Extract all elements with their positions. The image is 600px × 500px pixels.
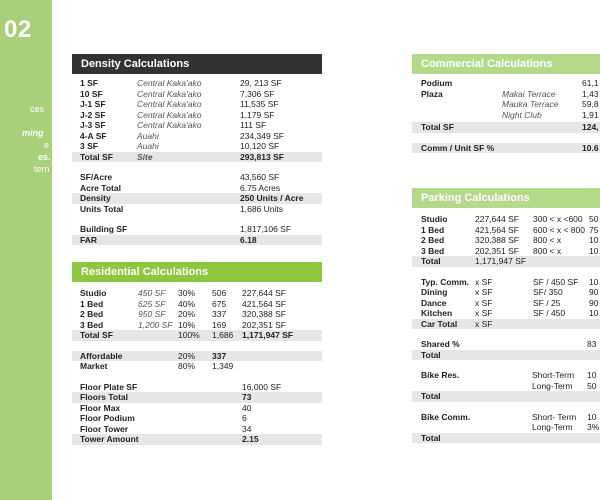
floor-row: Floor Tower 34 <box>80 423 252 434</box>
residential-header: Residential Calculations <box>72 262 322 282</box>
residential-row: 2 Bed 950 SF 20% 337 320,388 SF <box>80 309 286 319</box>
parking-comm-row: Dining x SF SF/ 350 90 <box>421 287 599 297</box>
density-row: 1 SF Central Kaka'ako 29, 213 SF <box>80 78 282 88</box>
sidebar-text: es. <box>38 152 51 162</box>
density-row: 4-A SF Auahi 234,349 SF <box>80 130 284 141</box>
commercial-header: Commercial Calculations <box>412 54 600 74</box>
shared-row: Shared % 83 <box>421 339 597 349</box>
residential-split-row: Market 80% 1,349 <box>80 361 234 371</box>
sidebar-text: tern <box>34 164 50 174</box>
floor-row: Floor Podium 6 <box>80 413 247 423</box>
density-row: J-2 SF Central Kaka'ako 1,179 SF <box>80 109 275 120</box>
sidebar-text: ces <box>30 104 45 114</box>
plaza-row: Night Club 1,91 <box>502 109 599 120</box>
floor-row: Floor Plate SF 16,000 SF <box>80 381 282 392</box>
sidebar-text: e <box>44 140 50 150</box>
density-row: J-3 SF Central Kaka'ako 111 SF <box>80 120 267 130</box>
density-row: Units Total 1,686 Units <box>80 203 283 214</box>
comm-unit-row: Comm / Unit SF % 10.6 <box>412 143 600 154</box>
density-row: FAR 6.18 <box>72 235 322 246</box>
density-section <box>72 54 322 245</box>
density-total-row: Total SF Site 293,813 SF <box>72 152 322 163</box>
shared-total-row: Total <box>412 350 600 361</box>
parking-comm-row: Typ. Comm. x SF SF / 450 SF 10 <box>421 276 599 287</box>
density-row: J-1 SF Central Kaka'ako 11,535 SF <box>80 99 279 109</box>
floor-row: Floors Total 73 <box>72 392 322 403</box>
bike-res-row: Bike Res. Short-Term 10 <box>421 370 597 380</box>
parking-total-row: Total 1,171,947 SF <box>412 256 600 267</box>
parking-row: 3 Bed 202,351 SF 800 < x 10 <box>421 245 599 256</box>
residential-row: Studio 450 SF 30% 506 227,644 SF <box>80 288 286 298</box>
parking-header: Parking Calculations <box>412 188 600 208</box>
density-row: Density 250 Units / Acre <box>72 193 322 204</box>
sidebar-text: ming <box>22 128 44 138</box>
density-row: SF/Acre 43,560 SF <box>80 172 280 182</box>
commercial-total-row: Total SF 124, <box>412 122 600 133</box>
density-row: Building SF 1,817,106 SF <box>80 224 292 234</box>
residential-split-row: Affordable 20% 337 <box>72 351 322 362</box>
floor-row: Floor Max 40 <box>80 402 252 413</box>
residential-section <box>72 262 322 445</box>
parking-row: 2 Bed 320,388 SF 800 < x 10 <box>421 235 599 245</box>
density-row: 3 SF Auahi 10,120 SF <box>80 141 280 151</box>
bike-comm-total-row: Total <box>412 433 600 444</box>
podium-row: Podium 61,1 <box>421 78 599 88</box>
parking-row: Studio 227,644 SF 300 < x <600 50 <box>421 214 599 224</box>
bike-comm-row: Bike Comm. Short- Term 10 <box>421 411 597 422</box>
parking-comm-row: Kitchen x SF SF / 450 10 <box>421 308 599 318</box>
sidebar <box>0 0 52 500</box>
residential-row: 3 Bed 1,200 SF 10% 169 202,351 SF <box>80 319 286 330</box>
parking-row: 1 Bed 421,564 SF 600 < x < 800 75 <box>421 224 599 235</box>
car-total-row: Car Total x SF <box>412 319 600 330</box>
bike-res-total-row: Total <box>412 391 600 402</box>
density-row: Acre Total 6.75 Acres <box>80 182 281 193</box>
bike-res-row: Long-Term 50 <box>532 380 597 391</box>
page-number: 02 <box>4 16 32 43</box>
parking-section <box>412 188 600 443</box>
parking-comm-row: Dance x SF SF / 25 90 <box>421 297 599 308</box>
bike-comm-row: Long-Term 3% <box>532 422 600 432</box>
density-header: Density Calculations <box>72 54 322 74</box>
residential-total-row: Total SF 100% 1,686 1,171,947 SF <box>72 330 322 341</box>
commercial-section <box>412 54 600 153</box>
plaza-row: Plaza Makai Terrace 1,43 <box>421 88 599 99</box>
floor-row: Tower Amount 2.15 <box>72 434 322 445</box>
density-row: 10 SF Central Kaka'ako 7,306 SF <box>80 88 275 99</box>
residential-row: 1 Bed 625 SF 40% 675 421,564 SF <box>80 298 286 309</box>
plaza-row: Mauka Terrace 59,8 <box>502 99 599 109</box>
